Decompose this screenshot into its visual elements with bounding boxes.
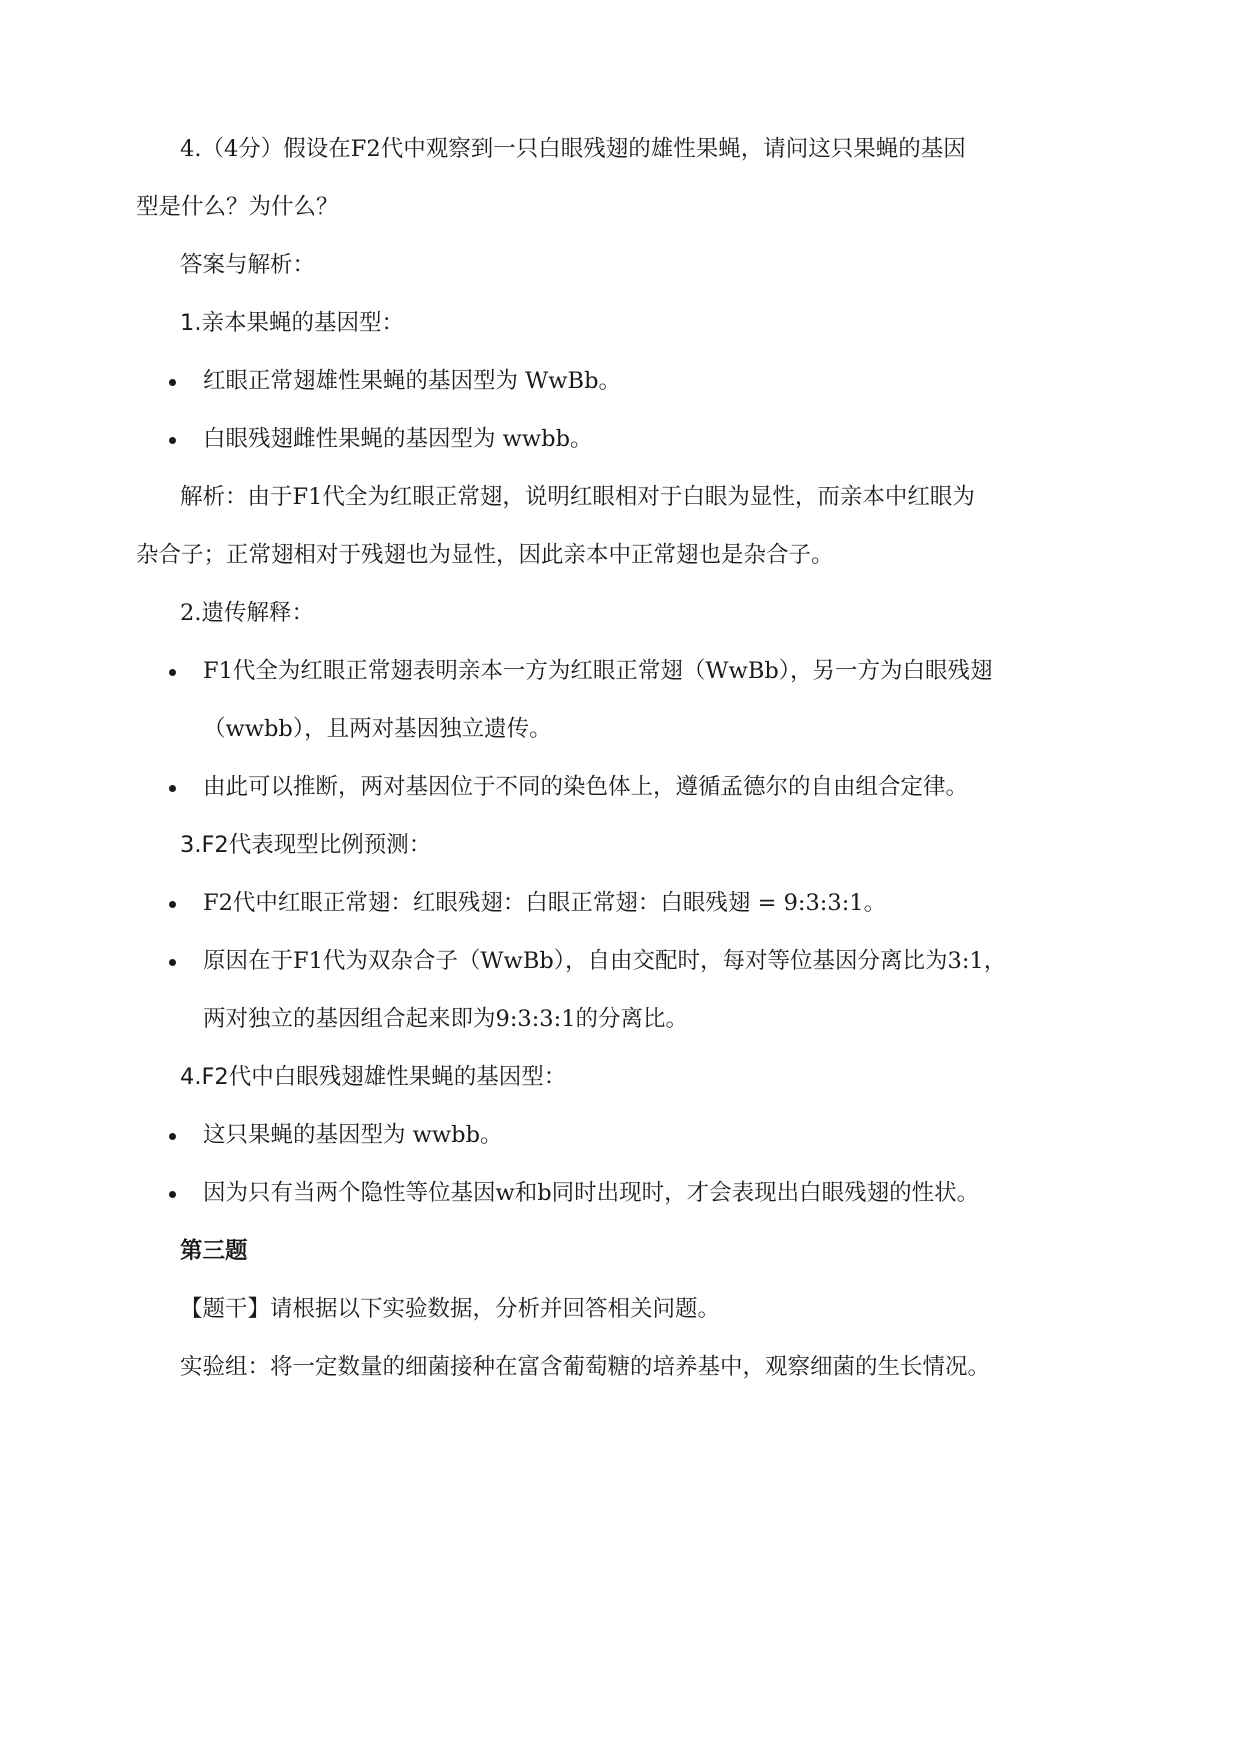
section-4-title: 4.F2代中白眼残翅雄性果蝇的基因型：: [180, 1064, 567, 1090]
section-4-bullet-1: 这只果蝇的基因型为 wwbb。: [203, 1122, 503, 1148]
section-2-title: 2.遗传解释：: [180, 600, 314, 626]
section-2-bullet-1-line-1: F1代全为红眼正常翅表明亲本一方为红眼正常翅（WwBb），另一方为白眼残翅: [203, 658, 993, 684]
question-3-heading: 第三题: [180, 1238, 248, 1264]
question-3-stem: 【题干】请根据以下实验数据，分析并回答相关问题。: [180, 1296, 721, 1322]
bullet-dot-icon: [169, 1191, 176, 1198]
section-3-bullet-2-line-2: 两对独立的基因组合起来即为9:3:3:1的分离比。: [203, 1006, 689, 1032]
section-1-analysis-line-1: 解析：由于F1代全为红眼正常翅，说明红眼相对于白眼为显性，而亲本中红眼为: [180, 484, 975, 510]
section-1-analysis-line-2: 杂合子；正常翅相对于残翅也为显性，因此亲本中正常翅也是杂合子。: [136, 542, 834, 568]
answer-title: 答案与解析：: [180, 252, 316, 278]
bullet-dot-icon: [169, 901, 176, 908]
bullet-dot-icon: [169, 959, 176, 966]
section-3-bullet-1: F2代中红眼正常翅：红眼残翅：白眼正常翅：白眼残翅 = 9:3:3:1。: [203, 890, 887, 916]
section-3-bullet-2-line-1: 原因在于F1代为双杂合子（WwBb），自由交配时，每对等位基因分离比为3:1，: [203, 948, 1007, 974]
question-4-line-1: 4.（4分）假设在F2代中观察到一只白眼残翅的雄性果蝇，请问这只果蝇的基因: [180, 136, 966, 162]
question-3-experiment: 实验组：将一定数量的细菌接种在富含葡萄糖的培养基中，观察细菌的生长情况。: [180, 1354, 991, 1380]
section-4-bullet-2: 因为只有当两个隐性等位基因w和b同时出现时，才会表现出白眼残翅的性状。: [203, 1180, 980, 1206]
section-1-bullet-1: 红眼正常翅雄性果蝇的基因型为 WwBb。: [203, 368, 621, 394]
bullet-dot-icon: [169, 1133, 176, 1140]
question-4-line-2: 型是什么？为什么？: [136, 194, 339, 220]
section-3-title: 3.F2代表现型比例预测：: [180, 832, 432, 858]
section-2-bullet-1-line-2: （wwbb），且两对基因独立遗传。: [203, 716, 552, 742]
section-2-bullet-2: 由此可以推断，两对基因位于不同的染色体上，遵循孟德尔的自由组合定律。: [203, 774, 969, 800]
section-1-bullet-2: 白眼残翅雌性果蝇的基因型为 wwbb。: [203, 426, 593, 452]
bullet-dot-icon: [169, 785, 176, 792]
section-1-title: 1.亲本果蝇的基因型：: [180, 310, 404, 336]
bullet-dot-icon: [169, 669, 176, 676]
bullet-dot-icon: [169, 437, 176, 444]
bullet-dot-icon: [169, 379, 176, 386]
